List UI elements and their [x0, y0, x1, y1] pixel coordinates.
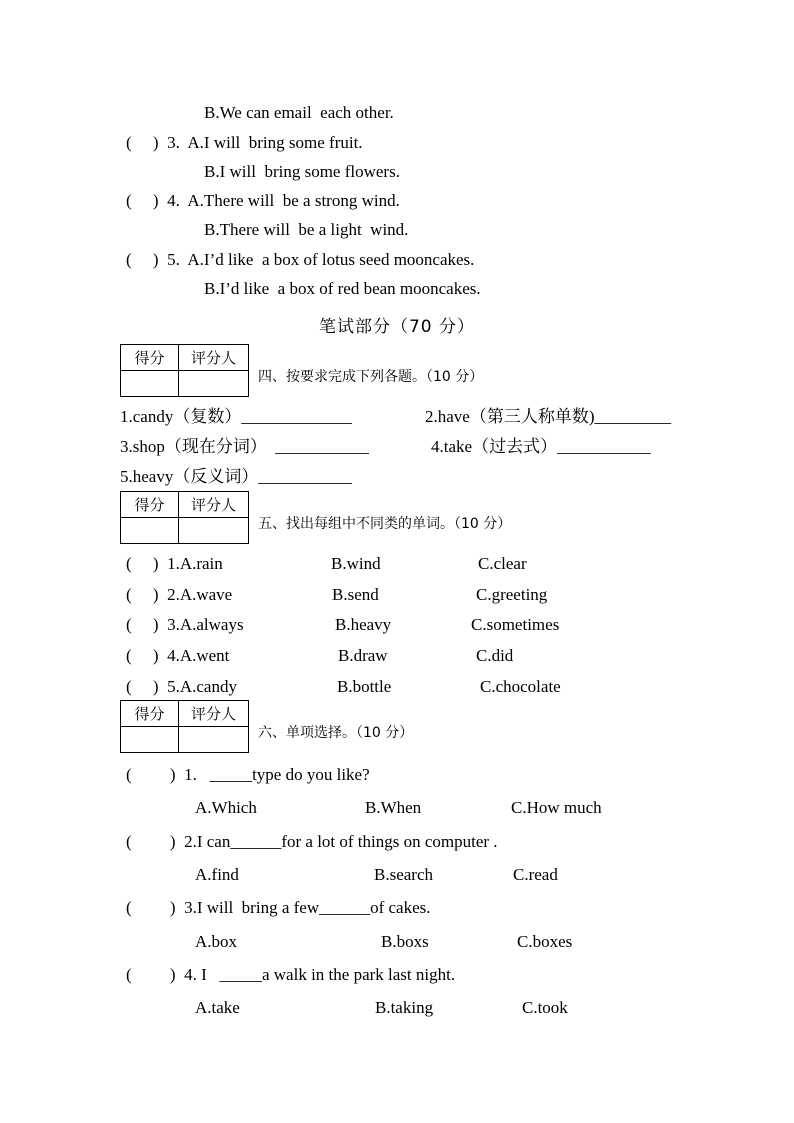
section4-q5: 5.heavy（反义词）___________ [120, 467, 352, 486]
score-cell[interactable] [121, 727, 179, 753]
section6-q2: ( ) 2.I can______for a lot of things on computer . [126, 832, 498, 851]
section5-item4-b: B.draw [338, 646, 388, 665]
score-table [120, 700, 249, 753]
section5-item2: ( ) 2.A.wave [126, 585, 233, 604]
section6-q3-a: A.box [195, 932, 238, 951]
grader-label: 评分人 [179, 492, 249, 518]
score-cell[interactable] [121, 518, 179, 544]
section4-heading: 四、按要求完成下列各题。（10 分） [258, 369, 484, 385]
section4-q2: 2.have（第三人称单数)_________ [425, 407, 672, 426]
section6-q1-b: B.When [365, 798, 422, 817]
section5-item3-b: B.heavy [335, 615, 392, 634]
section6-q2-a: A.find [195, 865, 239, 884]
score-label: 得分 [121, 345, 179, 371]
section6-q1-c: C.How much [511, 798, 602, 817]
section6-heading: 六、单项选择。（10 分） [258, 725, 414, 741]
section5-item5-b: B.bottle [337, 677, 392, 696]
written-section-title: 笔试部分（70 分） [318, 317, 476, 337]
listening-option-3b: B.I will bring some flowers. [204, 162, 400, 181]
listening-option-2b: B.We can email each other. [204, 103, 394, 122]
score-cell[interactable] [121, 371, 179, 397]
section6-q3-b: B.boxs [381, 932, 429, 951]
section6-q1-a: A.Which [195, 798, 257, 817]
section6-q4-c: C.took [522, 998, 568, 1017]
section6-q2-c: C.read [513, 865, 558, 884]
section5-item4: ( ) 4.A.went [126, 646, 230, 665]
score-table [120, 491, 249, 544]
grader-label: 评分人 [179, 701, 249, 727]
section5-item3-c: C.sometimes [471, 615, 560, 634]
section5-item1-c: C.clear [478, 554, 527, 573]
section5-item5: ( ) 5.A.candy [126, 677, 237, 696]
section6-q3-c: C.boxes [517, 932, 573, 951]
section4-q3: 3.shop（现在分词） ___________ [120, 437, 369, 456]
section6-q4-a: A.take [195, 998, 240, 1017]
section5-item3: ( ) 3.A.always [126, 615, 244, 634]
score-label: 得分 [121, 492, 179, 518]
section5-item1-b: B.wind [331, 554, 381, 573]
score-label: 得分 [121, 701, 179, 727]
listening-option-5b: B.I’d like a box of red bean mooncakes. [204, 279, 481, 298]
listening-question-5: ( ) 5. A.I’d like a box of lotus seed mooncakes. [126, 250, 475, 269]
section5-item1: ( ) 1.A.rain [126, 554, 223, 573]
section6-q1: ( ) 1. _____type do you like? [126, 765, 370, 784]
section5-heading: 五、找出每组中不同类的单词。（10 分） [258, 516, 512, 532]
listening-option-4b: B.There will be a light wind. [204, 220, 409, 239]
section5-item2-c: C.greeting [476, 585, 548, 604]
section4-q1: 1.candy（复数）_____________ [120, 407, 352, 426]
section4-q4: 4.take（过去式）___________ [431, 437, 651, 456]
section6-q3: ( ) 3.I will bring a few______of cakes. [126, 898, 431, 917]
section6-q2-b: B.search [374, 865, 434, 884]
grader-cell[interactable] [179, 518, 249, 544]
listening-question-4: ( ) 4. A.There will be a strong wind. [126, 191, 400, 210]
section6-q4-b: B.taking [375, 998, 434, 1017]
listening-question-3: ( ) 3. A.I will bring some fruit. [126, 133, 363, 152]
grader-cell[interactable] [179, 727, 249, 753]
grader-cell[interactable] [179, 371, 249, 397]
section5-item4-c: C.did [476, 646, 514, 665]
section5-item2-b: B.send [332, 585, 379, 604]
grader-label: 评分人 [179, 345, 249, 371]
section6-q4: ( ) 4. I _____a walk in the park last night. [126, 965, 456, 984]
score-table [120, 344, 249, 397]
section5-item5-c: C.chocolate [480, 677, 561, 696]
